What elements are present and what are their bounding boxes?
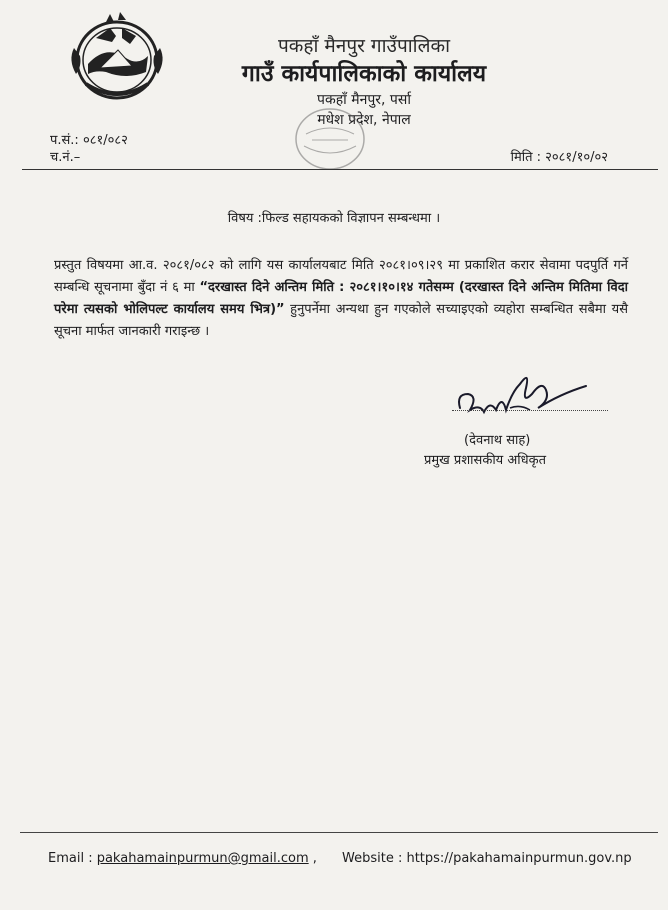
body-text-part1: प्रस्तुत विषयमा आ.व. २०८१/०८२ को लागि यस कार्यालयबाट मिति २०८१।०९।२९ मा प्रकाशित करार सेवामा पदपुर्ति गर्ने सम्बन्धि सूचनामा बुँदा नं ६ मा [54,258,628,295]
footer-divider [20,832,658,833]
header-divider [22,169,658,170]
letter-body [54,255,628,343]
signature-line [452,410,608,411]
office-name: गाउँ कार्यपालिकाको कार्यालय [241,61,487,87]
signatory-name: (देवनाथ साह) [464,433,531,448]
office-province: मधेश प्रदेश, नेपाल [317,112,411,128]
body-text-part2: हुनुपर्नेमा अन्यथा हुन गएकोले सच्याइएको व्यहोरा सम्बन्धित सबैमा यसै सूचना मार्फत जानकारी गराइन्छ । [54,302,628,339]
email-label: Email : [48,851,97,866]
body-text-bold: “दरखास्त दिने अन्तिम मिति : २०८१।१०।१४ गतेसम्म (दरखास्त दिने अन्तिम मितिमा विदा परेमा त्यसको भोलिपल्ट कार्यालय समय भित्र)” [54,280,628,317]
letter-date: मिति : २०८१/१०/०२ [510,150,608,165]
letter-subject: विषय :फिल्ड सहायकको विज्ञापन सम्बन्धमा । [227,211,441,226]
office-address: पकहाँ मैनपुर, पर्सा [317,92,411,108]
reference-number: प.सं.: ०८१/०८२ [50,133,128,148]
dispatch-number: च.नं.– [50,150,81,165]
email-link[interactable]: pakahamainpurmun@gmail.com [96,851,309,866]
signatory-title: प्रमुख प्रशासकीय अधिकृत [424,453,547,468]
footer-website: Website : https://pakahamainpurmun.gov.np [342,851,632,866]
email-separator: , [308,851,317,866]
office-stamp-icon [292,104,368,174]
signature-icon [450,364,590,428]
footer-email [48,851,317,866]
municipality-name: पकहाँ मैनपुर गाउँपालिका [277,35,450,57]
